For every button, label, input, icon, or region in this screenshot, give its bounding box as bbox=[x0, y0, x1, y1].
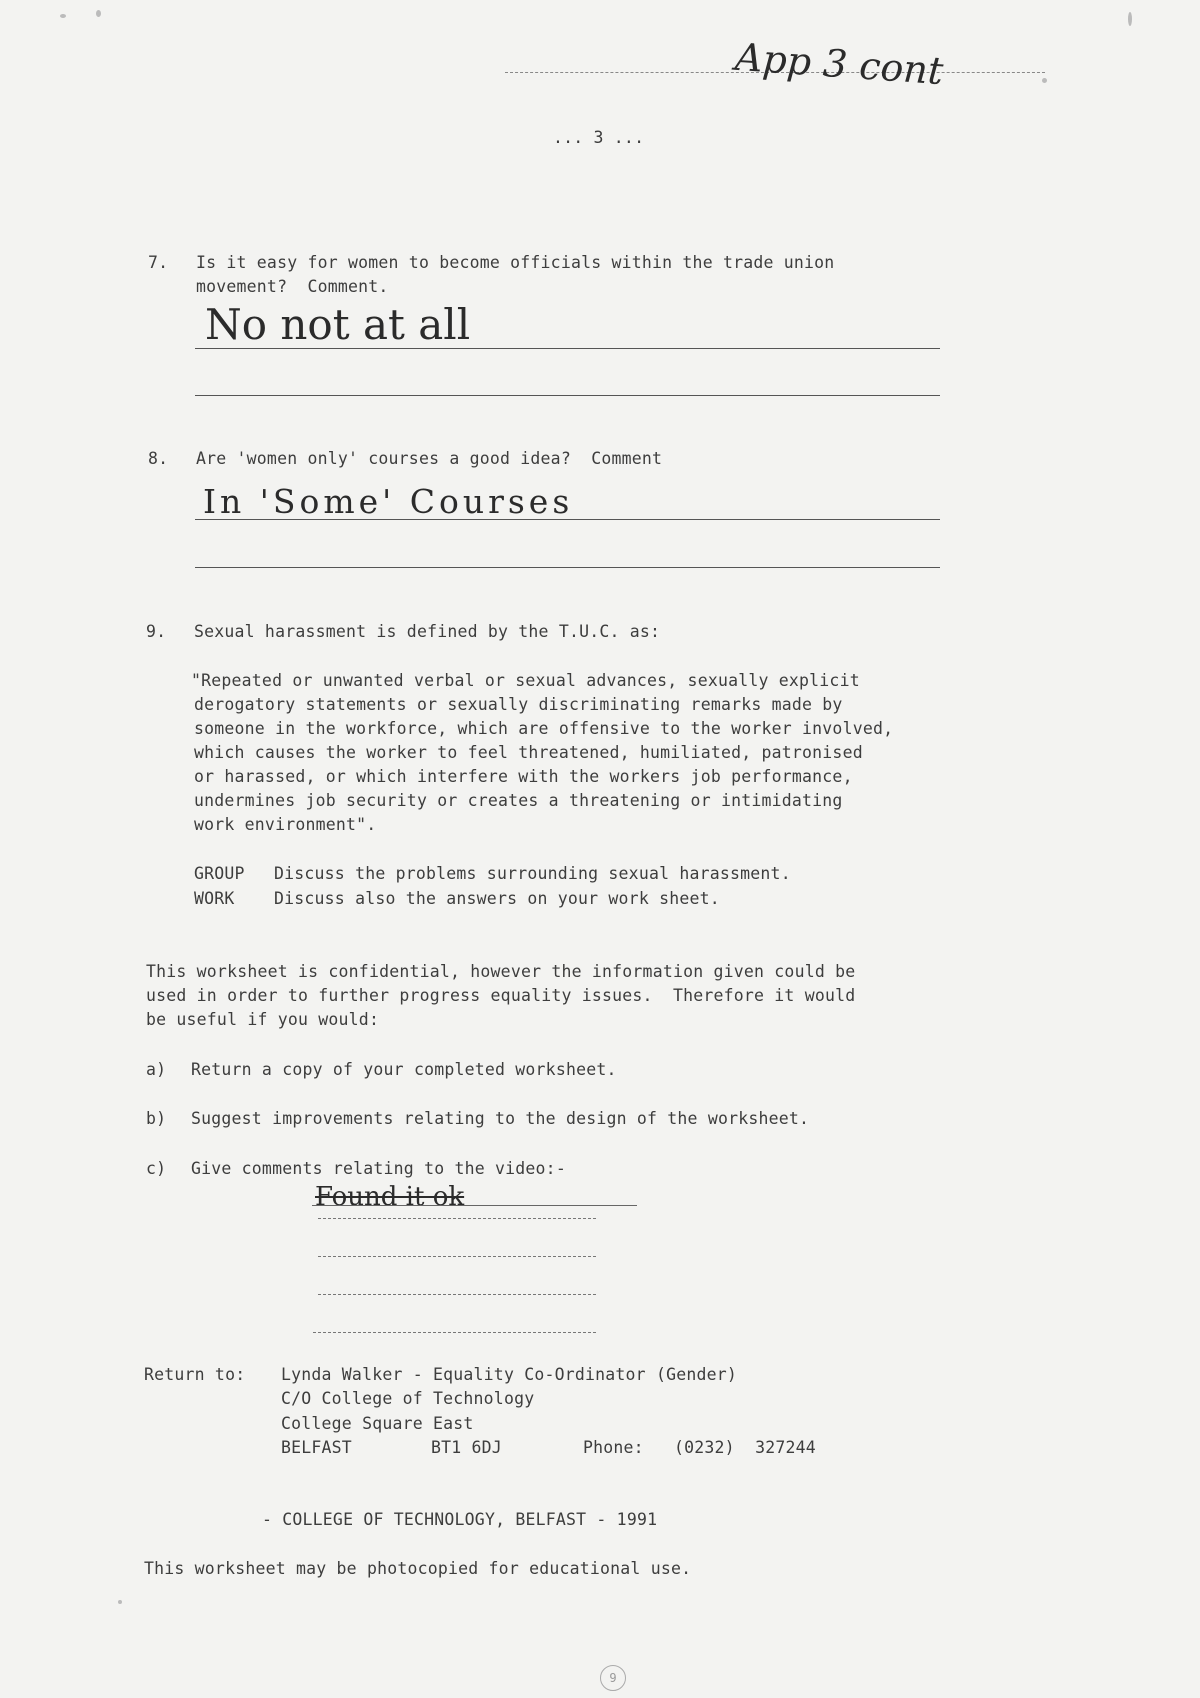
list-marker: a) bbox=[146, 1060, 167, 1079]
answer-line bbox=[195, 567, 940, 568]
quote-line: undermines job security or creates a threatening or intimidating bbox=[194, 791, 843, 810]
quote-line: someone in the workforce, which are offensive to the worker involved, bbox=[194, 719, 894, 738]
question-text: movement? Comment. bbox=[196, 277, 389, 296]
return-address: College Square East bbox=[281, 1414, 474, 1433]
quote-line: which causes the worker to feel threatened, humiliated, patronised bbox=[194, 743, 863, 762]
handwritten-video-comment: Found it ok bbox=[315, 1182, 465, 1212]
question-number: 8. bbox=[148, 449, 169, 468]
phone-label: Phone: bbox=[583, 1438, 644, 1457]
answer-line bbox=[195, 519, 940, 520]
return-address: C/O College of Technology bbox=[281, 1389, 535, 1408]
scan-speck bbox=[1128, 12, 1132, 26]
handwritten-answer: In 'Some' Courses bbox=[203, 482, 574, 521]
return-name: Lynda Walker - Equality Co-Ordinator (Gender) bbox=[281, 1365, 738, 1384]
comment-line bbox=[318, 1294, 596, 1295]
group-work-label: GROUP bbox=[194, 864, 245, 883]
quote-line: derogatory statements or sexually discriminating remarks made by bbox=[194, 695, 843, 714]
answer-line bbox=[195, 395, 940, 396]
quote-line: work environment". bbox=[194, 815, 377, 834]
confidential-line: be useful if you would: bbox=[146, 1010, 380, 1029]
phone-number: (0232) 327244 bbox=[674, 1438, 816, 1457]
page-stamp-number: 9 bbox=[609, 1671, 617, 1685]
confidential-line: used in order to further progress equality issues. Therefore it would bbox=[146, 986, 856, 1005]
comment-line bbox=[318, 1218, 596, 1219]
page-stamp bbox=[600, 1665, 626, 1691]
scan-speck bbox=[1042, 78, 1047, 83]
question-text: Is it easy for women to become officials within the trade union bbox=[196, 253, 835, 272]
return-label: Return to: bbox=[144, 1365, 246, 1384]
question-text: Sexual harassment is defined by the T.U.C. as: bbox=[194, 622, 661, 641]
page-marker: ... 3 ... bbox=[553, 128, 645, 147]
comment-line bbox=[313, 1332, 596, 1333]
comment-underline bbox=[312, 1205, 637, 1206]
confidential-line: This worksheet is confidential, however the information given could be bbox=[146, 962, 856, 981]
question-number: 7. bbox=[148, 253, 169, 272]
handwritten-annotation: App 3 cont bbox=[733, 34, 945, 94]
question-text: Are 'women only' courses a good idea? Comment bbox=[196, 449, 663, 468]
quote-line: or harassed, or which interfere with the workers job performance, bbox=[194, 767, 853, 786]
photocopy-note: This worksheet may be photocopied for educational use. bbox=[144, 1559, 692, 1578]
scan-speck bbox=[60, 14, 66, 18]
answer-line bbox=[195, 348, 940, 349]
group-work-text: Discuss also the answers on your work sheet. bbox=[274, 889, 720, 908]
list-item-text: Suggest improvements relating to the design of the worksheet. bbox=[191, 1109, 810, 1128]
question-number: 9. bbox=[146, 622, 167, 641]
scan-speck bbox=[118, 1600, 122, 1604]
list-item-text: Give comments relating to the video:- bbox=[191, 1159, 566, 1178]
scan-speck bbox=[96, 10, 101, 17]
handwritten-answer: No not at all bbox=[205, 300, 471, 349]
list-marker: c) bbox=[146, 1159, 167, 1178]
college-footer: - COLLEGE OF TECHNOLOGY, BELFAST - 1991 bbox=[262, 1510, 658, 1529]
comment-line bbox=[318, 1256, 596, 1257]
list-item-text: Return a copy of your completed worksheet. bbox=[191, 1060, 617, 1079]
group-work-label: WORK bbox=[194, 889, 235, 908]
return-postcode: BT1 6DJ bbox=[431, 1438, 502, 1457]
return-city: BELFAST bbox=[281, 1438, 352, 1457]
group-work-text: Discuss the problems surrounding sexual harassment. bbox=[274, 864, 791, 883]
list-marker: b) bbox=[146, 1109, 167, 1128]
quote-line: "Repeated or unwanted verbal or sexual advances, sexually explicit bbox=[191, 671, 860, 690]
